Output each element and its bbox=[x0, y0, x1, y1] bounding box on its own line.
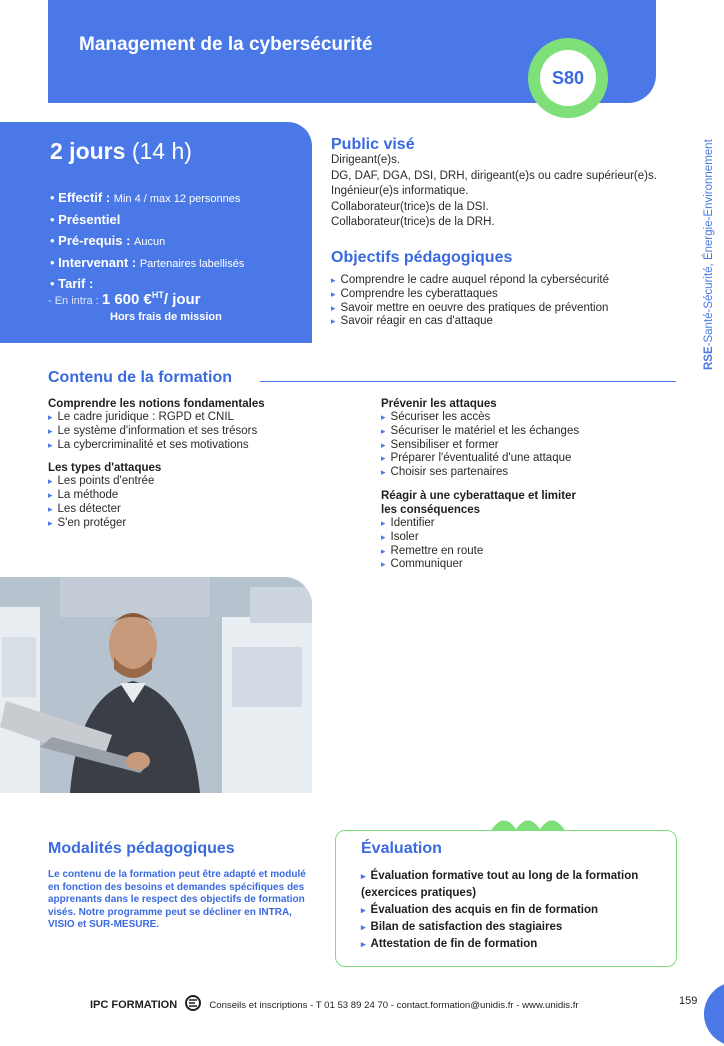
subtitle-line: Réagir à une cyberattaque et limiter bbox=[381, 489, 576, 502]
prerequis-value: Aucun bbox=[134, 236, 166, 248]
contenu-item: ▸ Sécuriser les accès bbox=[381, 411, 681, 425]
contenu-item: ▸ Préparer l'éventualité d'une attaque bbox=[381, 452, 681, 466]
corner-decoration bbox=[704, 982, 724, 1046]
contenu-item: ▸ Le cadre juridique : RGPD et CNIL bbox=[48, 411, 338, 425]
evaluation-item: ▸ Évaluation des acquis en fin de formation bbox=[361, 902, 661, 919]
objectifs-title: Objectifs pédagogiques bbox=[331, 249, 513, 266]
objectif-item: ▸ Comprendre le cadre auquel répond la cybersécurité bbox=[331, 274, 609, 288]
price bbox=[102, 291, 201, 308]
prerequis-label: Pré-requis : bbox=[58, 233, 131, 248]
objectif-item: ▸ Comprendre les cyberattaques bbox=[331, 288, 609, 302]
price-row bbox=[48, 290, 201, 308]
contenu-item: ▸ Remettre en route bbox=[381, 545, 681, 559]
objectif-item: ▸ Savoir réagir en cas d'attaque bbox=[331, 315, 609, 329]
public-line: Collaborateur(trice)s de la DRH. bbox=[331, 216, 495, 228]
objectifs-list bbox=[331, 274, 609, 329]
subtitle-line: les conséquences bbox=[381, 503, 481, 516]
intervenant-value: Partenaires labellisés bbox=[139, 257, 245, 270]
duration-days: 2 jours bbox=[50, 138, 126, 164]
contenu-left-column bbox=[48, 397, 338, 531]
contenu-subtitle: Prévenir les attaques bbox=[381, 398, 497, 410]
duration bbox=[50, 138, 192, 165]
info-effectif: • Effectif : Min 4 / max 12 personnes bbox=[50, 190, 241, 205]
contenu-item: ▸ La méthode bbox=[48, 489, 338, 503]
contenu-item: ▸ La cybercriminalité et ses motivations bbox=[48, 439, 338, 453]
price-amount: 1 600 € bbox=[101, 291, 152, 308]
duration-hours: (14 h) bbox=[131, 138, 192, 164]
footer bbox=[90, 995, 579, 1011]
public-line: Dirigeant(e)s. bbox=[331, 154, 401, 166]
contenu-item: ▸ Choisir ses partenaires bbox=[381, 466, 681, 480]
side-label-rest: -Santé-Sécurité, Énergie-Environnement bbox=[703, 139, 715, 347]
intervenant-label: Intervenant : bbox=[58, 254, 137, 270]
contenu-item: ▸ Sécuriser le matériel et les échanges bbox=[381, 425, 681, 439]
info-intervenant: • Intervenant : Partenaires labellisés bbox=[50, 254, 245, 270]
public-line: DG, DAF, DGA, DSI, DRH, dirigeant(e)s ou cadre supérieur(e)s. bbox=[331, 169, 657, 182]
evaluation-list bbox=[361, 868, 661, 953]
effectif-value: Min 4 / max 12 personnes bbox=[113, 193, 241, 205]
intra-label: - En intra : bbox=[48, 295, 99, 307]
public-line: Ingénieur(e)s informatique. bbox=[331, 185, 469, 197]
presentiel-label: Présentiel bbox=[58, 211, 121, 227]
info-prerequis: • Pré-requis : Aucun bbox=[50, 233, 166, 248]
course-code-badge: S80 bbox=[540, 50, 596, 106]
page-title: Management de la cybersécurité bbox=[79, 34, 373, 55]
contenu-item: ▸ Le système d'information et ses trésors bbox=[48, 425, 338, 439]
contenu-item: ▸ Communiquer bbox=[381, 558, 681, 572]
info-tarif: • Tarif : bbox=[50, 276, 94, 291]
contenu-list bbox=[381, 517, 681, 572]
evaluation-title: Évaluation bbox=[361, 840, 442, 857]
info-presentiel: • Présentiel bbox=[50, 211, 121, 227]
contenu-item: ▸ Identifier bbox=[381, 517, 681, 531]
contenu-divider bbox=[260, 381, 676, 382]
effectif-label: Effectif : bbox=[58, 190, 111, 205]
contenu-list bbox=[48, 411, 338, 452]
price-ht: HT bbox=[151, 290, 164, 300]
public-title: Public visé bbox=[331, 136, 415, 153]
objectif-item: ▸ Savoir mettre en oeuvre des pratiques de prévention bbox=[331, 302, 609, 316]
modalites-title: Modalités pédagogiques bbox=[48, 840, 235, 857]
footer-brand: IPC FORMATION bbox=[90, 999, 178, 1011]
public-lines bbox=[331, 153, 657, 231]
contenu-item: ▸ S'en protéger bbox=[48, 517, 338, 531]
info-list bbox=[50, 190, 244, 298]
contenu-subtitle: Comprendre les notions fondamentales bbox=[48, 398, 265, 410]
contenu-subtitle: Les types d'attaques bbox=[48, 462, 162, 475]
info-box bbox=[0, 122, 312, 343]
contenu-title: Contenu de la formation bbox=[48, 369, 232, 386]
evaluation-item: ▸ Bilan de satisfaction des stagiaires bbox=[361, 919, 661, 936]
evaluation-item: ▸ Évaluation formative tout au long de la formation (exercices pratiques) bbox=[361, 868, 661, 902]
side-category-label bbox=[703, 139, 715, 370]
public-line: Collaborateur(trice)s de la DSI. bbox=[331, 200, 489, 213]
contenu-subtitle bbox=[381, 489, 681, 517]
page-number: 159 bbox=[679, 995, 698, 1007]
contenu-item: ▸ Isoler bbox=[381, 531, 681, 545]
photo-illustration bbox=[0, 577, 312, 793]
brand-logo-icon bbox=[183, 995, 203, 1011]
evaluation-item: ▸ Attestation de fin de formation bbox=[361, 936, 661, 953]
price-unit: / jour bbox=[163, 291, 201, 308]
hors-frais: Hors frais de mission bbox=[110, 311, 222, 323]
contenu-list bbox=[48, 475, 338, 530]
contenu-item: ▸ Sensibiliser et former bbox=[381, 439, 681, 453]
contenu-item: ▸ Les points d'entrée bbox=[48, 475, 338, 489]
side-label-strong: RSE bbox=[703, 346, 715, 370]
footer-contact: Conseils et inscriptions - T 01 53 89 24 70 - contact.formation@unidis.fr - www.unidis.fr bbox=[209, 1000, 579, 1011]
photo-man-with-laptop bbox=[0, 577, 312, 793]
modalites-text: Le contenu de la formation peut être adapté et modulé en fonction des besoins et demandes spécifiques des apprenants dans le respect des objectifs de formation visés. Notre programme peut se décliner en INTRA, VISIO et SUR-MESURE. bbox=[48, 869, 306, 931]
tarif-label: Tarif : bbox=[58, 276, 94, 291]
contenu-right-column bbox=[381, 397, 681, 572]
contenu-item: ▸ Les détecter bbox=[48, 503, 338, 517]
contenu-list bbox=[381, 411, 681, 480]
